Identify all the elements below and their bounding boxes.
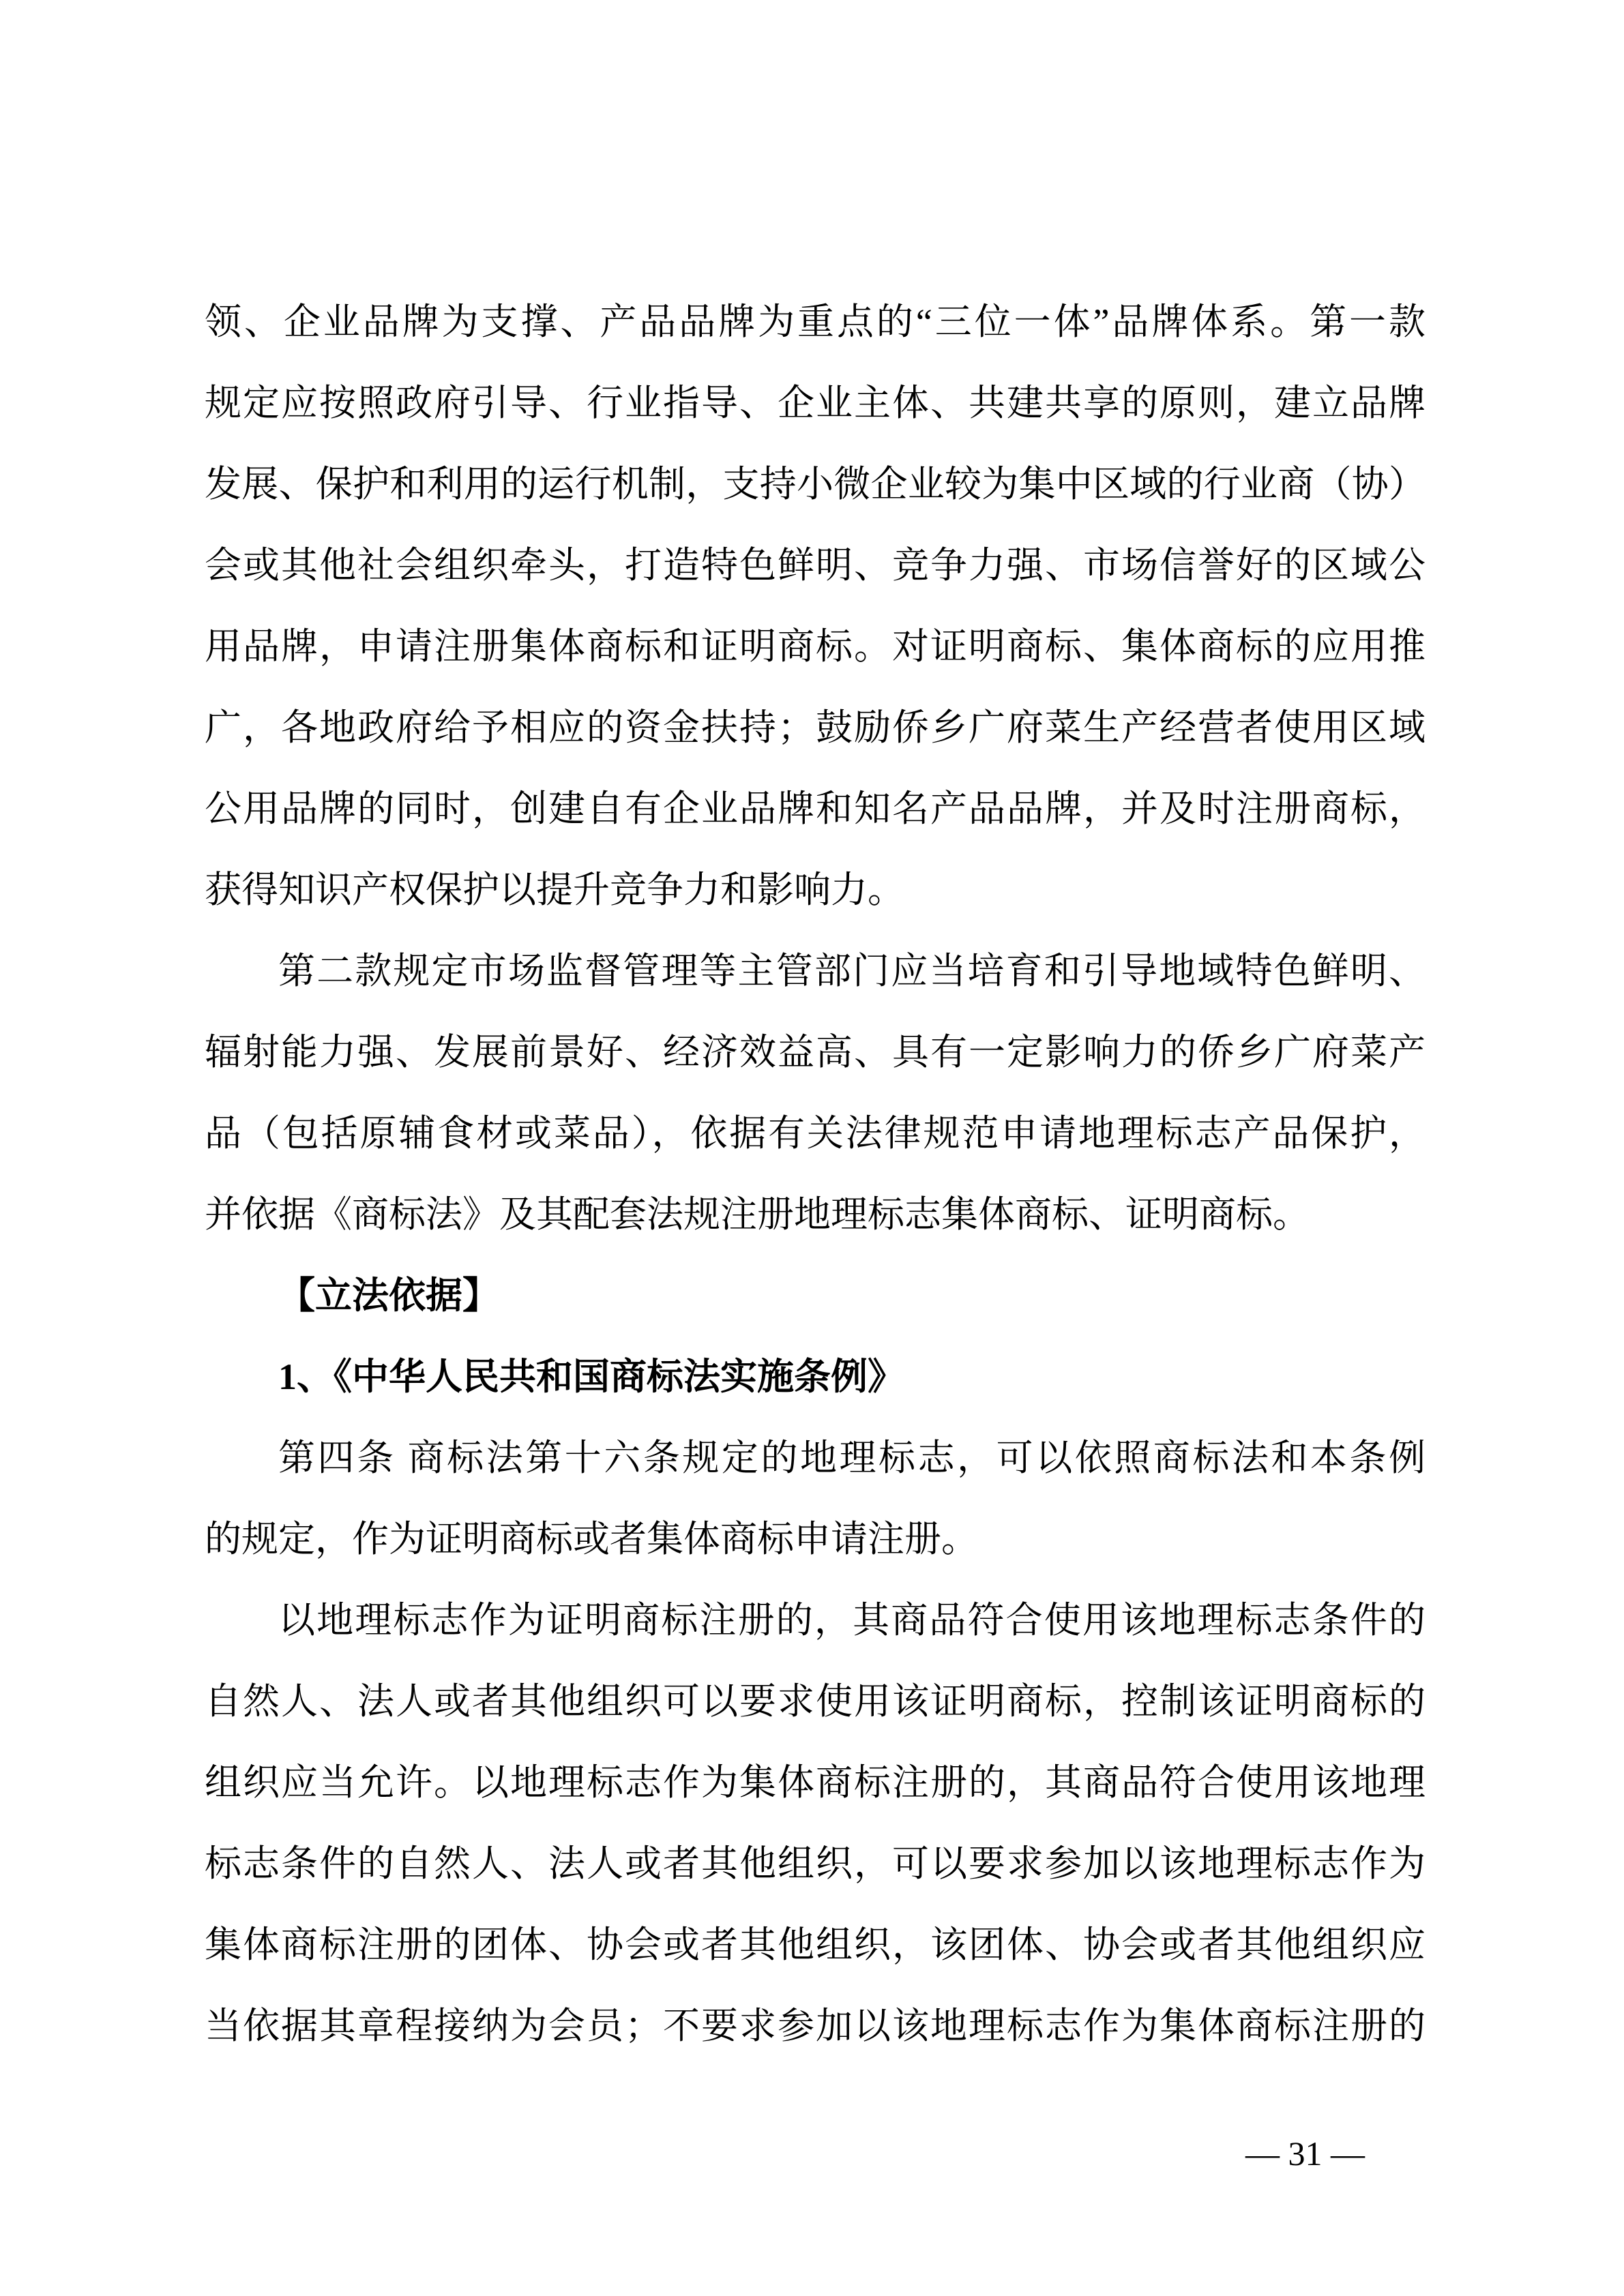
document-body <box>205 282 1426 2067</box>
text-line: 发展、保护和利用的运行机制，支持小微企业较为集中区域的行业商（协） <box>205 464 1426 505</box>
text-line: 的规定，作为证明商标或者集体商标申请注册。 <box>205 1519 978 1560</box>
text-line: 公用品牌的同时，创建自有企业品牌和知名产品品牌，并及时注册商标， <box>205 788 1426 829</box>
text-line: 当依据其章程接纳为会员；不要求参加以该地理标志作为集体商标注册的 <box>205 2006 1426 2046</box>
text-line: 以地理标志作为证明商标注册的，其商品符合使用该地理标志条件的 <box>278 1600 1426 1641</box>
page-number: — 31 — <box>1245 2134 1365 2173</box>
text-line: 标志条件的自然人、法人或者其他组织，可以要求参加以该地理标志作为 <box>205 1843 1426 1884</box>
text-line: 辐射能力强、发展前景好、经济效益高、具有一定影响力的侨乡广府菜产 <box>205 1032 1426 1073</box>
text-line: 会或其他社会组织牵头，打造特色鲜明、竞争力强、市场信誉好的区域公 <box>205 545 1426 586</box>
text-line: 品（包括原辅食材或菜品），依据有关法律规范申请地理标志产品保护， <box>205 1113 1426 1154</box>
text-line: 【立法依据】 <box>278 1275 499 1316</box>
text-line: 组织应当允许。以地理标志作为集体商标注册的，其商品符合使用该地理 <box>205 1762 1426 1803</box>
text-line: 集体商标注册的团体、协会或者其他组织，该团体、协会或者其他组织应 <box>205 1924 1426 1965</box>
text-line: 第二款规定市场监督管理等主管部门应当培育和引导地域特色鲜明、 <box>278 951 1426 992</box>
text-line: 第四条 商标法第十六条规定的地理标志，可以依照商标法和本条例 <box>278 1437 1426 1478</box>
text-line: 规定应按照政府引导、行业指导、企业主体、共建共享的原则，建立品牌 <box>205 383 1426 423</box>
text-line: 自然人、法人或者其他组织可以要求使用该证明商标，控制该证明商标的 <box>205 1681 1426 1722</box>
text-line: 广，各地政府给予相应的资金扶持；鼓励侨乡广府菜生产经营者使用区域 <box>205 707 1426 748</box>
text-line: 用品牌，申请注册集体商标和证明商标。对证明商标、集体商标的应用推 <box>205 626 1426 667</box>
text-line: 领、企业品牌为支撑、产品品牌为重点的“三位一体”品牌体系。第一款 <box>205 301 1426 342</box>
text-line: 获得知识产权保护以提升竞争力和影响力。 <box>205 869 904 910</box>
text-line: 并依据《商标法》及其配套法规注册地理标志集体商标、证明商标。 <box>205 1194 1310 1235</box>
text-line: 1、《中华人民共和国商标法实施条例》 <box>278 1356 904 1397</box>
